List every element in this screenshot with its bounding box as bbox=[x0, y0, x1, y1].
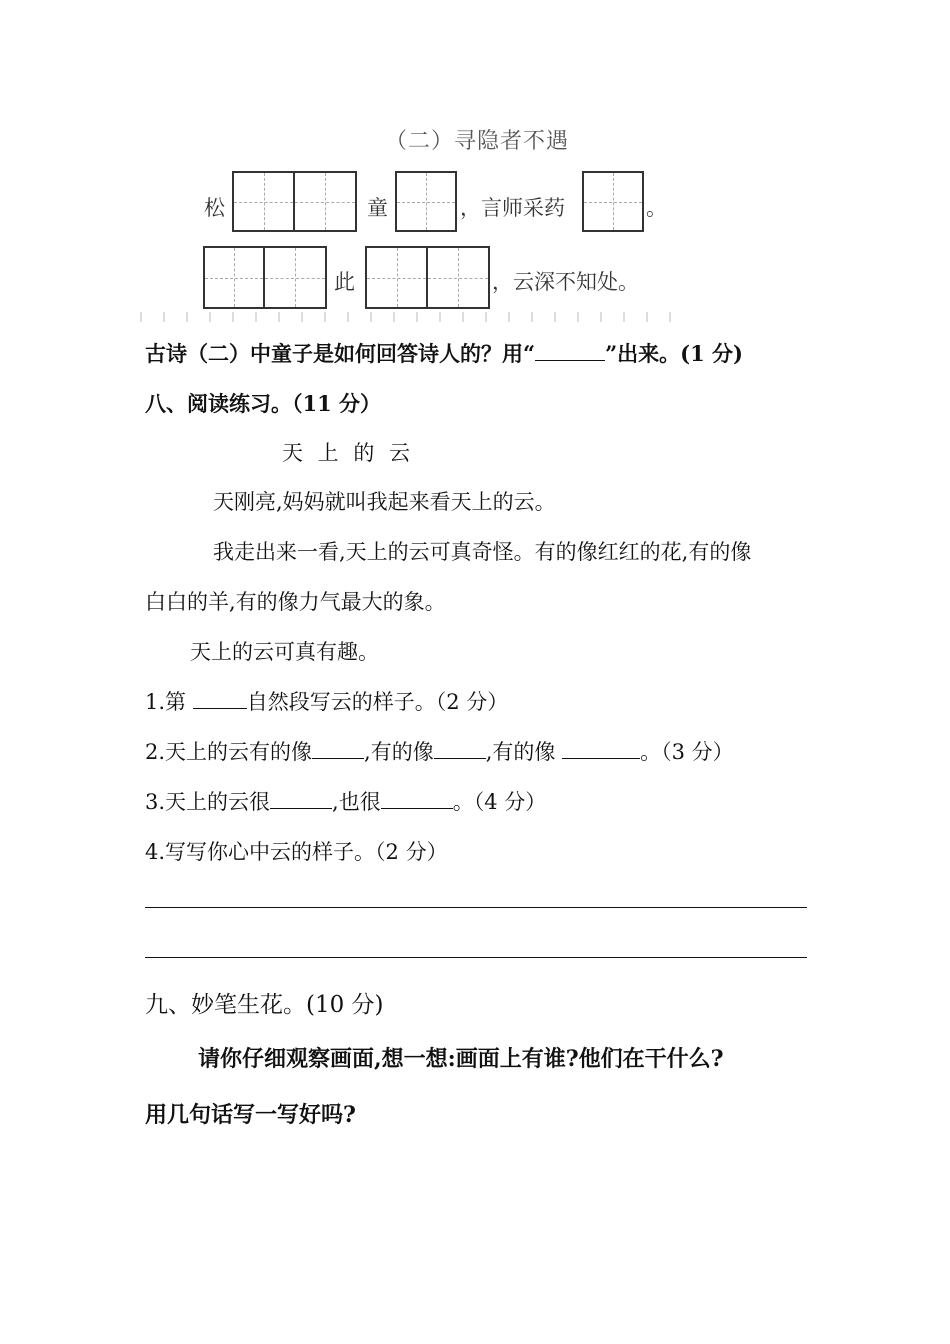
answer-blank[interactable] bbox=[562, 740, 640, 759]
answer-line[interactable] bbox=[145, 957, 807, 958]
poem-text-yun-shen: ，云深不知处。 bbox=[492, 270, 639, 294]
writing-box[interactable] bbox=[232, 171, 295, 232]
question-4: 4.写写你心中云的样子。（2 分） bbox=[145, 840, 448, 864]
question-3: 3.天上的云很 ,也很 。（4 分） bbox=[145, 790, 547, 814]
poem-text-yan-shi: ，言师采药 bbox=[460, 196, 565, 220]
passage-para-2-cont: 白白的羊,有的像力气最大的象。 bbox=[145, 590, 446, 614]
writing-box[interactable] bbox=[395, 171, 457, 232]
answer-blank[interactable] bbox=[312, 740, 364, 759]
section9-prompt-line1: 请你仔细观察画面,想一想:画面上有谁?他们在干什么? bbox=[198, 1046, 724, 1072]
question-2: 2.天上的云有的像 ,有的像 ,有的像 。（3 分） bbox=[145, 740, 734, 764]
writing-box[interactable] bbox=[582, 171, 644, 232]
answer-blank[interactable] bbox=[193, 690, 247, 709]
answer-blank[interactable] bbox=[535, 342, 605, 361]
answer-blank[interactable] bbox=[434, 740, 486, 759]
poem-question: 古诗（二）中童子是如何回答诗人的？用“ ”出来。(1 分) bbox=[145, 341, 743, 366]
section9-prompt-line2: 用几句话写一写好吗? bbox=[145, 1102, 356, 1128]
poem-title: （二）寻隐者不遇 bbox=[385, 129, 570, 154]
answer-blank[interactable] bbox=[270, 790, 332, 809]
passage-para-3: 天上的云可真有趣。 bbox=[190, 640, 379, 664]
writing-box[interactable] bbox=[293, 171, 357, 232]
passage-para-1: 天刚亮,妈妈就叫我起来看天上的云。 bbox=[213, 490, 556, 514]
writing-box[interactable] bbox=[203, 246, 265, 309]
poem-char-tong: 童 bbox=[367, 196, 388, 220]
answer-line[interactable] bbox=[145, 907, 807, 908]
poem-char-ci: 此 bbox=[334, 270, 355, 294]
writing-box[interactable] bbox=[263, 246, 327, 309]
poem-char-song: 松 bbox=[204, 196, 225, 220]
answer-blank[interactable] bbox=[381, 790, 453, 809]
section8-heading: 八、阅读练习。（11 分） bbox=[145, 391, 382, 416]
passage-para-2: 我走出来一看,天上的云可真奇怪。有的像红红的花,有的像 bbox=[213, 540, 752, 564]
question-1: 1.第 自然段写云的样子。（2 分） bbox=[145, 690, 509, 714]
section9-heading: 九、妙笔生花。(10 分) bbox=[145, 992, 384, 1018]
poem-period: 。 bbox=[646, 196, 667, 220]
writing-box[interactable] bbox=[426, 246, 490, 309]
scan-artifact bbox=[140, 312, 680, 322]
passage-title: 天 上 的 云 bbox=[282, 441, 415, 465]
writing-box[interactable] bbox=[365, 246, 428, 309]
